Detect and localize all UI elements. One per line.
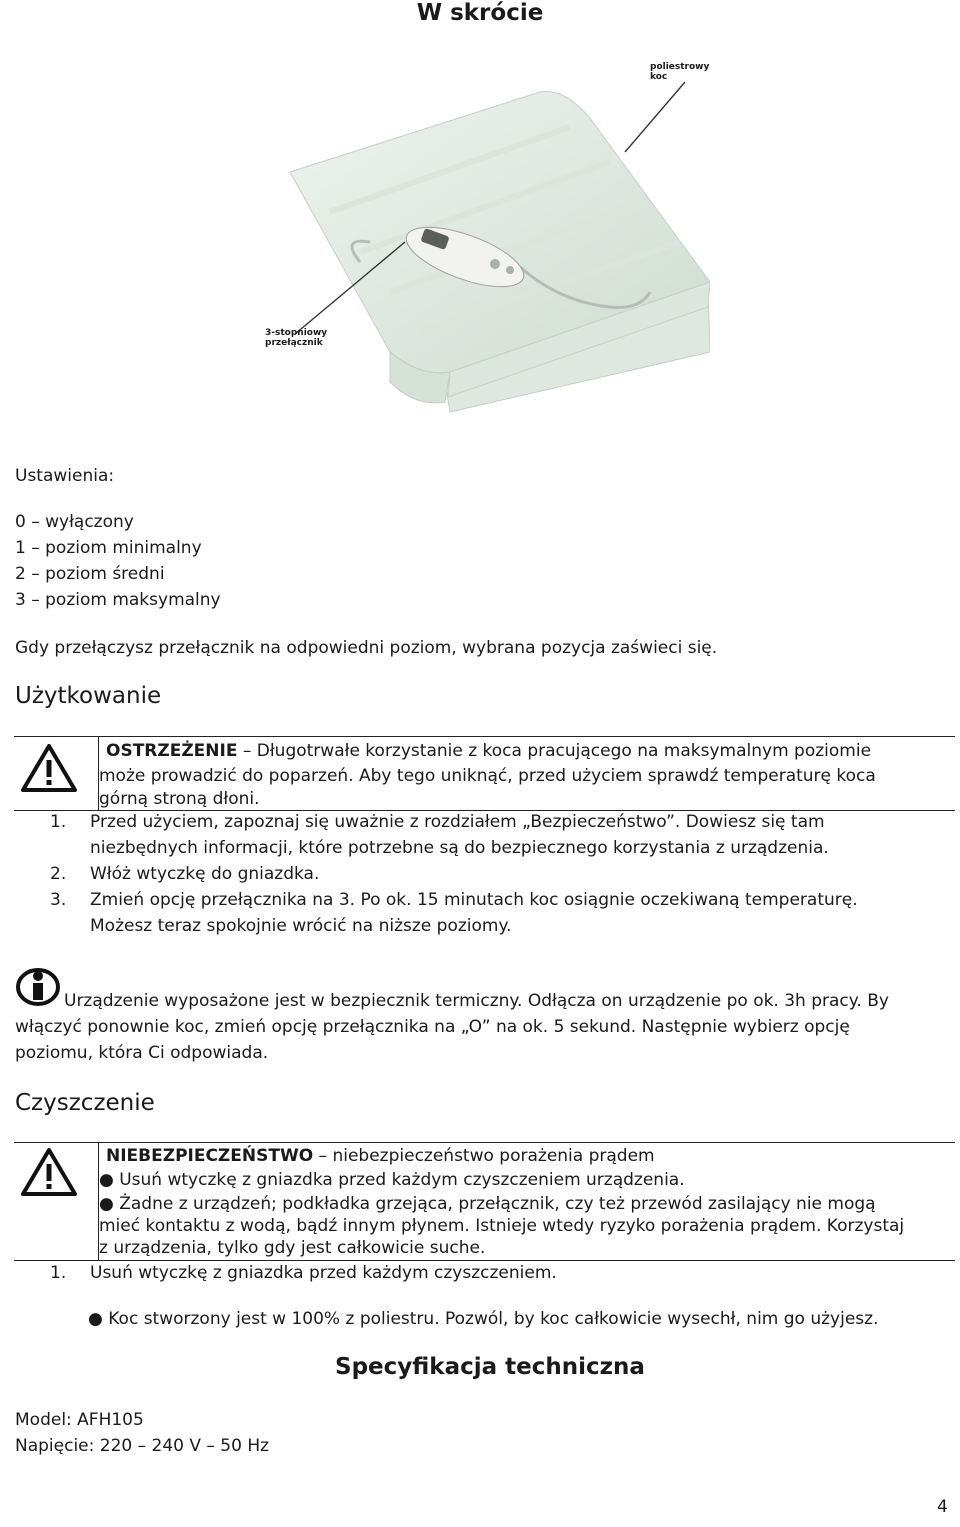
setting-item-0: 0 – wyłączony bbox=[15, 512, 134, 532]
setting-item-2: 2 – poziom średni bbox=[15, 564, 165, 584]
info-icon bbox=[15, 963, 61, 1007]
danger-line-1: NIEBEZPIECZEŃSTWO – niebezpieczeństwo porażenia prądem bbox=[106, 1146, 655, 1166]
page-title: W skrócie bbox=[416, 0, 544, 26]
step-2-num: 2. bbox=[50, 864, 67, 884]
danger-line-2: ● Usuń wtyczkę z gniazdka przed każdym czyszczeniem urządzenia. bbox=[99, 1170, 685, 1190]
spec-model: Model: AFH105 bbox=[15, 1410, 144, 1430]
warning-label: OSTRZEŻENIE bbox=[106, 741, 238, 761]
spec-voltage: Napięcie: 220 – 240 V – 50 Hz bbox=[15, 1436, 270, 1456]
specs-heading: Specyfikacja techniczna bbox=[335, 1354, 645, 1380]
cleaning-step-num: 1. bbox=[50, 1263, 67, 1283]
warning-line-2: może prowadzić do poparzeń. Aby tego uniknąć, przed użyciem sprawdź temperaturę koca bbox=[99, 766, 876, 786]
info-line-2: włączyć ponownie koc, zmień opcję przełącznika na „O” na ok. 5 sekund. Następnie wybierz opcję bbox=[15, 1017, 850, 1037]
danger-line-5: z urządzenia, tylko gdy jest całkowicie suche. bbox=[99, 1238, 486, 1258]
step-3-line-1: Zmień opcję przełącznika na 3. Po ok. 15 minutach koc osiągnie oczekiwaną temperaturę. bbox=[90, 890, 858, 910]
page-number: 4 bbox=[937, 1497, 948, 1517]
settings-note: Gdy przełączysz przełącznik na odpowiedni poziom, wybrana pozycja zaświeci się. bbox=[15, 638, 718, 658]
warning-line-1: OSTRZEŻENIE – Długotrwałe korzystanie z koca pracującego na maksymalnym poziomie bbox=[106, 741, 872, 761]
heated-blanket-image bbox=[240, 52, 710, 442]
warning-icon bbox=[20, 743, 78, 793]
danger-line-3: ● Żadne z urządzeń; podkładka grzejąca, przełącznik, czy też przewód zasilający nie mogą bbox=[99, 1194, 876, 1214]
label-3-level-switch: 3-stopniowy przełącznik bbox=[265, 328, 328, 348]
setting-item-3: 3 – poziom maksymalny bbox=[15, 590, 221, 610]
step-3-num: 3. bbox=[50, 890, 67, 910]
cleaning-step-text: Usuń wtyczkę z gniazdka przed każdym czyszczeniem. bbox=[90, 1263, 557, 1283]
settings-heading: Ustawienia: bbox=[15, 466, 115, 486]
danger-label: NIEBEZPIECZEŃSTWO bbox=[106, 1146, 314, 1166]
danger-line-4: mieć kontaktu z wodą, bądź innym płynem. Istnieje wtedy ryzyko porażenia prądem. Korzystaj bbox=[99, 1216, 905, 1236]
step-1-line-2: niezbędnych informacji, które potrzebne są do bezpiecznego korzystania z urządzenia. bbox=[90, 838, 829, 858]
setting-item-1: 1 – poziom minimalny bbox=[15, 538, 202, 558]
usage-heading: Użytkowanie bbox=[15, 683, 162, 709]
cleaning-note: ● Koc stworzony jest w 100% z poliestru. Pozwól, by koc całkowicie wysechł, nim go użyjesz. bbox=[88, 1309, 879, 1329]
step-3-line-2: Możesz teraz spokojnie wrócić na niższe poziomy. bbox=[90, 916, 512, 936]
info-line-1: Urządzenie wyposażone jest w bezpiecznik termiczny. Odłącza on urządzenie po ok. 3h pracy. By bbox=[64, 991, 889, 1011]
step-1-line-1: Przed użyciem, zapoznaj się uważnie z rozdziałem „Bezpieczeństwo”. Dowiesz się tam bbox=[90, 812, 825, 832]
step-2-line-1: Włóż wtyczkę do gniazdka. bbox=[90, 864, 320, 884]
info-line-3: poziomu, która Ci odpowiada. bbox=[15, 1043, 269, 1063]
danger-warning-icon bbox=[20, 1147, 78, 1197]
label-polyester-blanket: poliestrowy koc bbox=[650, 62, 710, 82]
warning-line-3: górną stroną dłoni. bbox=[99, 789, 260, 809]
cleaning-heading: Czyszczenie bbox=[15, 1090, 155, 1116]
step-1-num: 1. bbox=[50, 812, 67, 832]
